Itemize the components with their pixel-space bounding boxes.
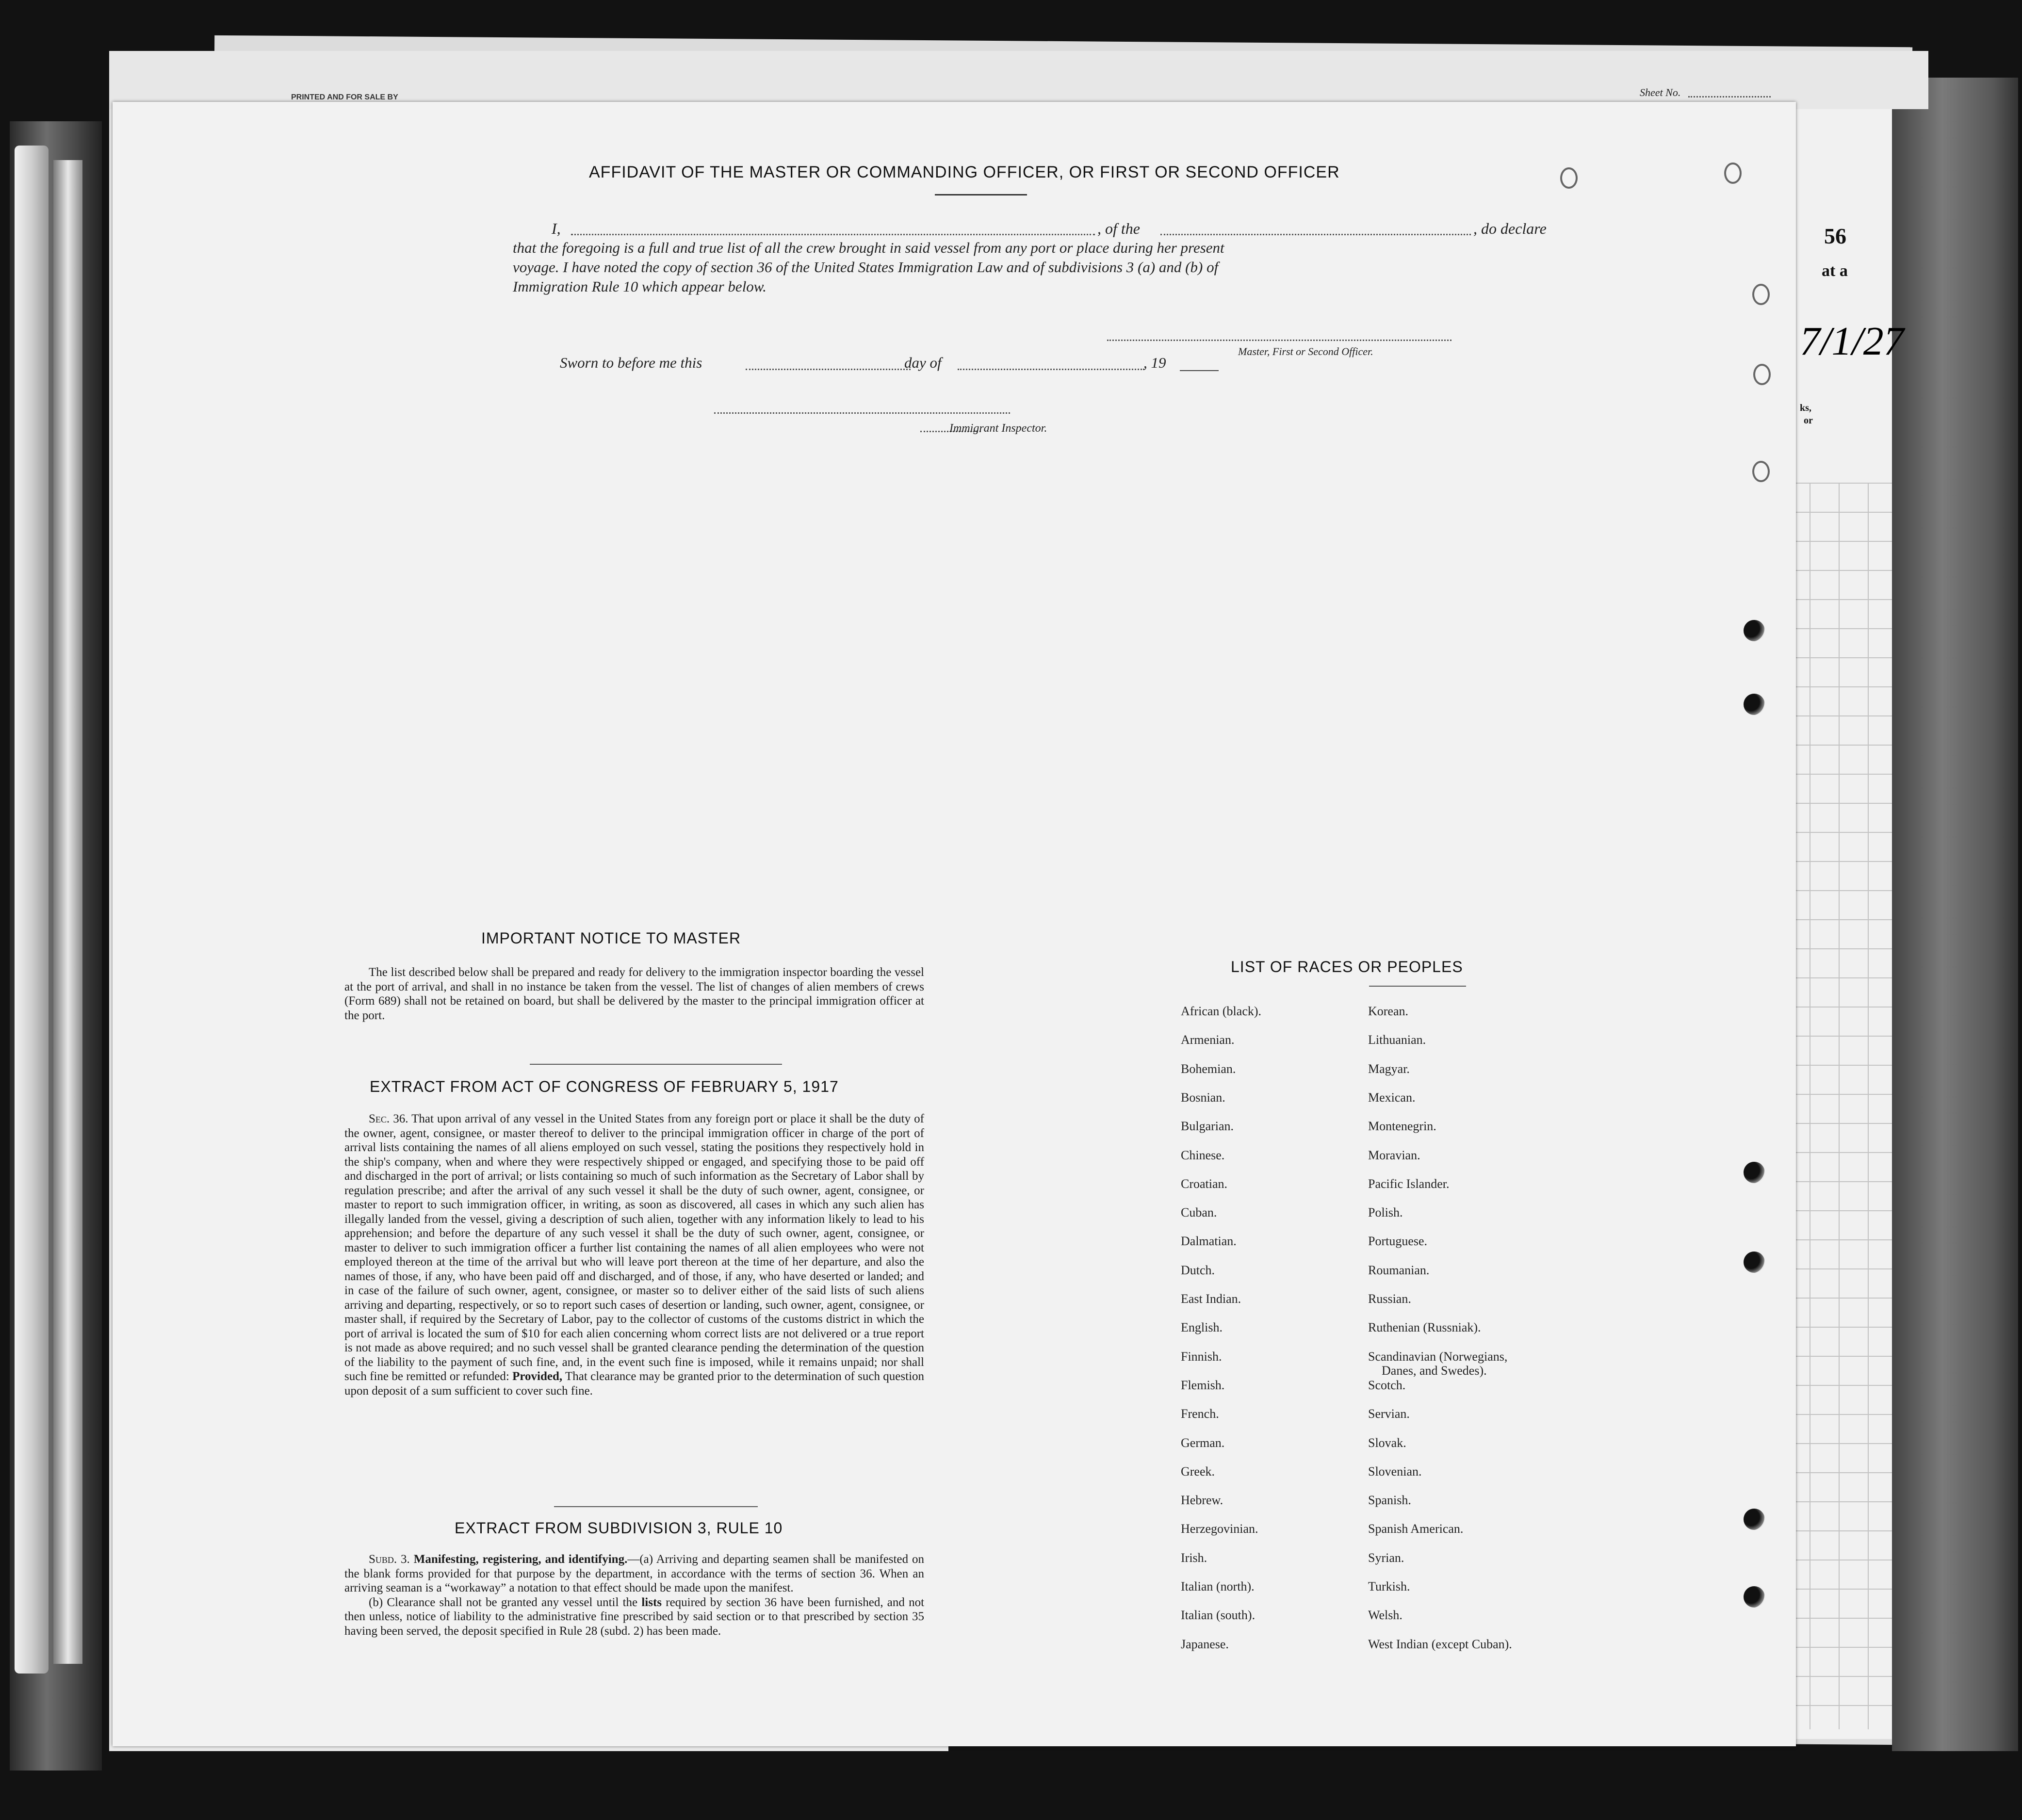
rule-para-b-lists: lists [641,1595,662,1609]
sworn-month-field[interactable] [958,369,1144,370]
race-item: Polish. [1368,1205,1403,1220]
sheet-no-line [1688,96,1771,98]
year-label: , 19 [1143,354,1166,371]
inspector-label: Immigrant Inspector. [949,422,1047,435]
race-item: Dutch. [1181,1263,1215,1277]
punch-hole [1744,1251,1765,1273]
section-rule [530,1064,782,1065]
race-item: Servian. [1368,1407,1410,1421]
affidavit-declare-label: , do declare [1473,220,1547,237]
master-signature-field[interactable] [1107,340,1451,341]
sheet-no-label: Sheet No. [1640,86,1681,98]
cut-text-2: or [1804,415,1813,426]
race-item: Finnish. [1181,1349,1222,1364]
punch-hole [1744,694,1765,715]
officer-name-field[interactable] [571,234,1095,235]
manifest-back-page [113,102,1796,1746]
notice-title: IMPORTANT NOTICE TO MASTER [481,929,741,947]
provided-label: Provided, [512,1370,563,1383]
race-item: Slovak. [1368,1435,1406,1450]
race-item: English. [1181,1320,1223,1335]
at-a-text: at a [1822,262,1848,280]
race-item: Croatian. [1181,1176,1228,1191]
race-item: Turkish. [1368,1579,1410,1593]
race-item: Flemish. [1181,1378,1225,1392]
sworn-label: Sworn to before me this [560,354,702,371]
races-title: LIST OF RACES OR PEOPLES [1231,958,1463,975]
punch-hole [1560,167,1578,189]
printed-for-sale-text: PRINTED AND FOR SALE BY [291,93,398,101]
rule-bold-heading: Manifesting, registering, and identifying. [413,1553,628,1566]
punch-hole [1752,284,1770,305]
affidavit-i-label: I, [552,220,561,237]
punch-hole [1753,364,1771,385]
affidavit-line-4: Immigration Rule 10 which appear below. [513,278,766,295]
punch-hole [1744,1162,1765,1183]
race-item: Spanish. [1368,1493,1411,1508]
race-item: Irish. [1181,1550,1207,1565]
subd-label: Subd. 3. [369,1553,410,1566]
race-item: Scotch. [1368,1378,1406,1392]
right-page-stack [1892,78,2018,1751]
race-item: Portuguese. [1368,1234,1428,1249]
race-item: Magyar. [1368,1061,1410,1076]
punch-hole [1744,1586,1765,1608]
affidavit-line-2: that the foregoing is a full and true list of all the crew brought in said vessel from any port or place during her present [513,239,1224,256]
inspector-signature-field[interactable] [714,412,1010,414]
race-item: Scandinavian (Norwegians, [1368,1349,1508,1364]
race-item-extra: Danes, and Swedes). [1382,1364,1487,1378]
race-item: Roumanian. [1368,1263,1430,1277]
sworn-year-field[interactable] [1180,370,1219,371]
race-item: Italian (north). [1181,1579,1255,1593]
act-body-end: That clearance may be granted prior to the determination of such question upon deposit of a sum sufficient to cover such fine. [344,1370,925,1398]
notice-body: The list described below shall be prepared and ready for delivery to the immigration inspector boarding the vessel at the port of arrival, and shall in no instance be taken from the vessel. The list of changes of alien members of crews (Form 689) shall not be retained on board, but shall be delivered by the master to the principal immigration officer at the port. [344,966,924,1022]
rule-para-b-label: (b) [369,1595,383,1609]
notice-text [344,965,924,1023]
race-item: Ruthenian (Russniak). [1368,1320,1481,1335]
act-extract-title: EXTRACT FROM ACT OF CONGRESS OF FEBRUARY 5, 1917 [370,1078,839,1095]
race-item: German. [1181,1435,1225,1450]
punch-hole [1752,461,1770,482]
race-item: Armenian. [1181,1033,1235,1047]
race-item: Mexican. [1368,1090,1416,1105]
race-item: Montenegrin. [1368,1119,1436,1134]
race-item: East Indian. [1181,1292,1241,1306]
race-item: French. [1181,1407,1219,1421]
binding-edge-inner [53,160,82,1664]
race-item: Slovenian. [1368,1464,1422,1479]
race-item: Italian (south). [1181,1608,1256,1623]
handwritten-date: 7/1/27 [1800,319,1904,364]
race-item: Moravian. [1368,1148,1420,1162]
race-item: Pacific Islander. [1368,1176,1450,1191]
rule-para-a: —(a) Arriving and departing seamen shall be manifested on the blank forms provided for that purpose by the department, in accordance with the terms of section 36. When an arriving seaman is a “workaway” a notation to that effect should be made upon the manifest. [344,1553,924,1594]
page-number: 56 [1824,224,1846,248]
affidavit-of-the-label: , of the [1097,220,1140,237]
race-item: Welsh. [1368,1608,1402,1623]
race-item: Syrian. [1368,1550,1404,1565]
act-extract-text [344,1112,924,1398]
race-item: Russian. [1368,1292,1411,1306]
race-item: Hebrew. [1181,1493,1223,1508]
race-item: African (black). [1181,1004,1262,1018]
binding-edge [15,146,49,1674]
title-rule [935,194,1027,195]
day-of-label: day of [904,354,942,371]
race-item: Chinese. [1181,1148,1225,1162]
rule-extract-text [344,1552,924,1638]
cut-text-1: ks, [1800,403,1811,413]
race-item: Bulgarian. [1181,1119,1234,1134]
punch-hole [1744,620,1765,641]
act-body: That upon arrival of any vessel in the United States from any foreign port or place it shall be the duty of the owner, agent, consignee, or master thereof to deliver to the principal immigration officer in charge of the port of arrival lists containing the names of all aliens employed on such vessel, stating the positions they respectively hold in the ship's company, when and where they were respectively shipped or engaged, and specifying those to be paid off and discharged in the port of arrival; or lists containing so much of such information as the Secretary of Labor shall by regulation prescribe; and after the arrival of any such vessel it shall be the duty of such owner, agent, consignee, or master to report to such immigration officer, in writing, as soon as discovered, all cases in which any such alien has illegally landed from the vessel, giving a description of such alien, together with any information likely to lead to his apprehension; and before the departure of any such vessel it shall be the duty of such owner, agent, consignee, or master to deliver to such immigration officer a further list containing the names of all alien employees who were not employed thereon at the time of the arrival but who will leave port thereon at the time of her departure, and also the names of those, if any, who have been paid off and discharged, and of those, if any, who have deserted or landed; and in case of the failure of such owner, agent, consignee, or master so to deliver either of the said lists of such aliens arriving and departing, respectively, or so to report such cases of desertion or landing, such owner, agent, consignee, or master shall, if required by the Secretary of Labor, pay to the collector of customs of the customs district in which the port of arrival is located the sum of $10 for each alien concerning whom correct lists are not delivered or a true report is not made as above required; and no such vessel shall be granted clearance pending the determination of the question of the liability to the payment of such fine, and, in the event such fine is imposed, while it remains unpaid; nor shall such fine be remitted or refunded: [344,1112,924,1383]
races-rule [1369,986,1466,987]
race-item: Cuban. [1181,1205,1217,1220]
race-item: Bohemian. [1181,1061,1236,1076]
race-item: West Indian (except Cuban). [1368,1637,1512,1651]
rule-para-b-2: required by section 36 have been furnished, and not then unless, notice of liability to the administrative fine prescribed by said section or to that prescribed by section 35 having been served, the deposit specified in Rule 28 (subd. 2) has been made. [344,1595,925,1638]
race-item: Lithuanian. [1368,1033,1426,1047]
race-item: Greek. [1181,1464,1215,1479]
sworn-day-field[interactable] [746,369,911,370]
race-item: Bosnian. [1181,1090,1225,1105]
sec-label: Sec. 36. [369,1112,408,1125]
race-item: Dalmatian. [1181,1234,1237,1249]
race-item: Japanese. [1181,1637,1229,1651]
rule-para-b-1: Clearance shall not be granted any vessel until the [387,1595,638,1609]
rule-extract-title: EXTRACT FROM SUBDIVISION 3, RULE 10 [455,1519,783,1537]
vessel-name-field[interactable] [1160,234,1471,235]
race-item: Korean. [1368,1004,1409,1018]
race-item: Spanish American. [1368,1522,1464,1536]
punch-hole [1724,162,1742,184]
punch-hole [1744,1509,1765,1530]
affidavit-title: AFFIDAVIT OF THE MASTER OR COMMANDING OFFICER, OR FIRST OR SECOND OFFICER [589,163,1340,181]
master-signature-label: Master, First or Second Officer. [1238,345,1373,358]
section-rule [554,1506,758,1507]
race-item: Herzegovinian. [1181,1522,1258,1536]
affidavit-line-3: voyage. I have noted the copy of section 36 of the United States Immigration Law and of subdivisions 3 (a) and (b) of [513,259,1219,276]
